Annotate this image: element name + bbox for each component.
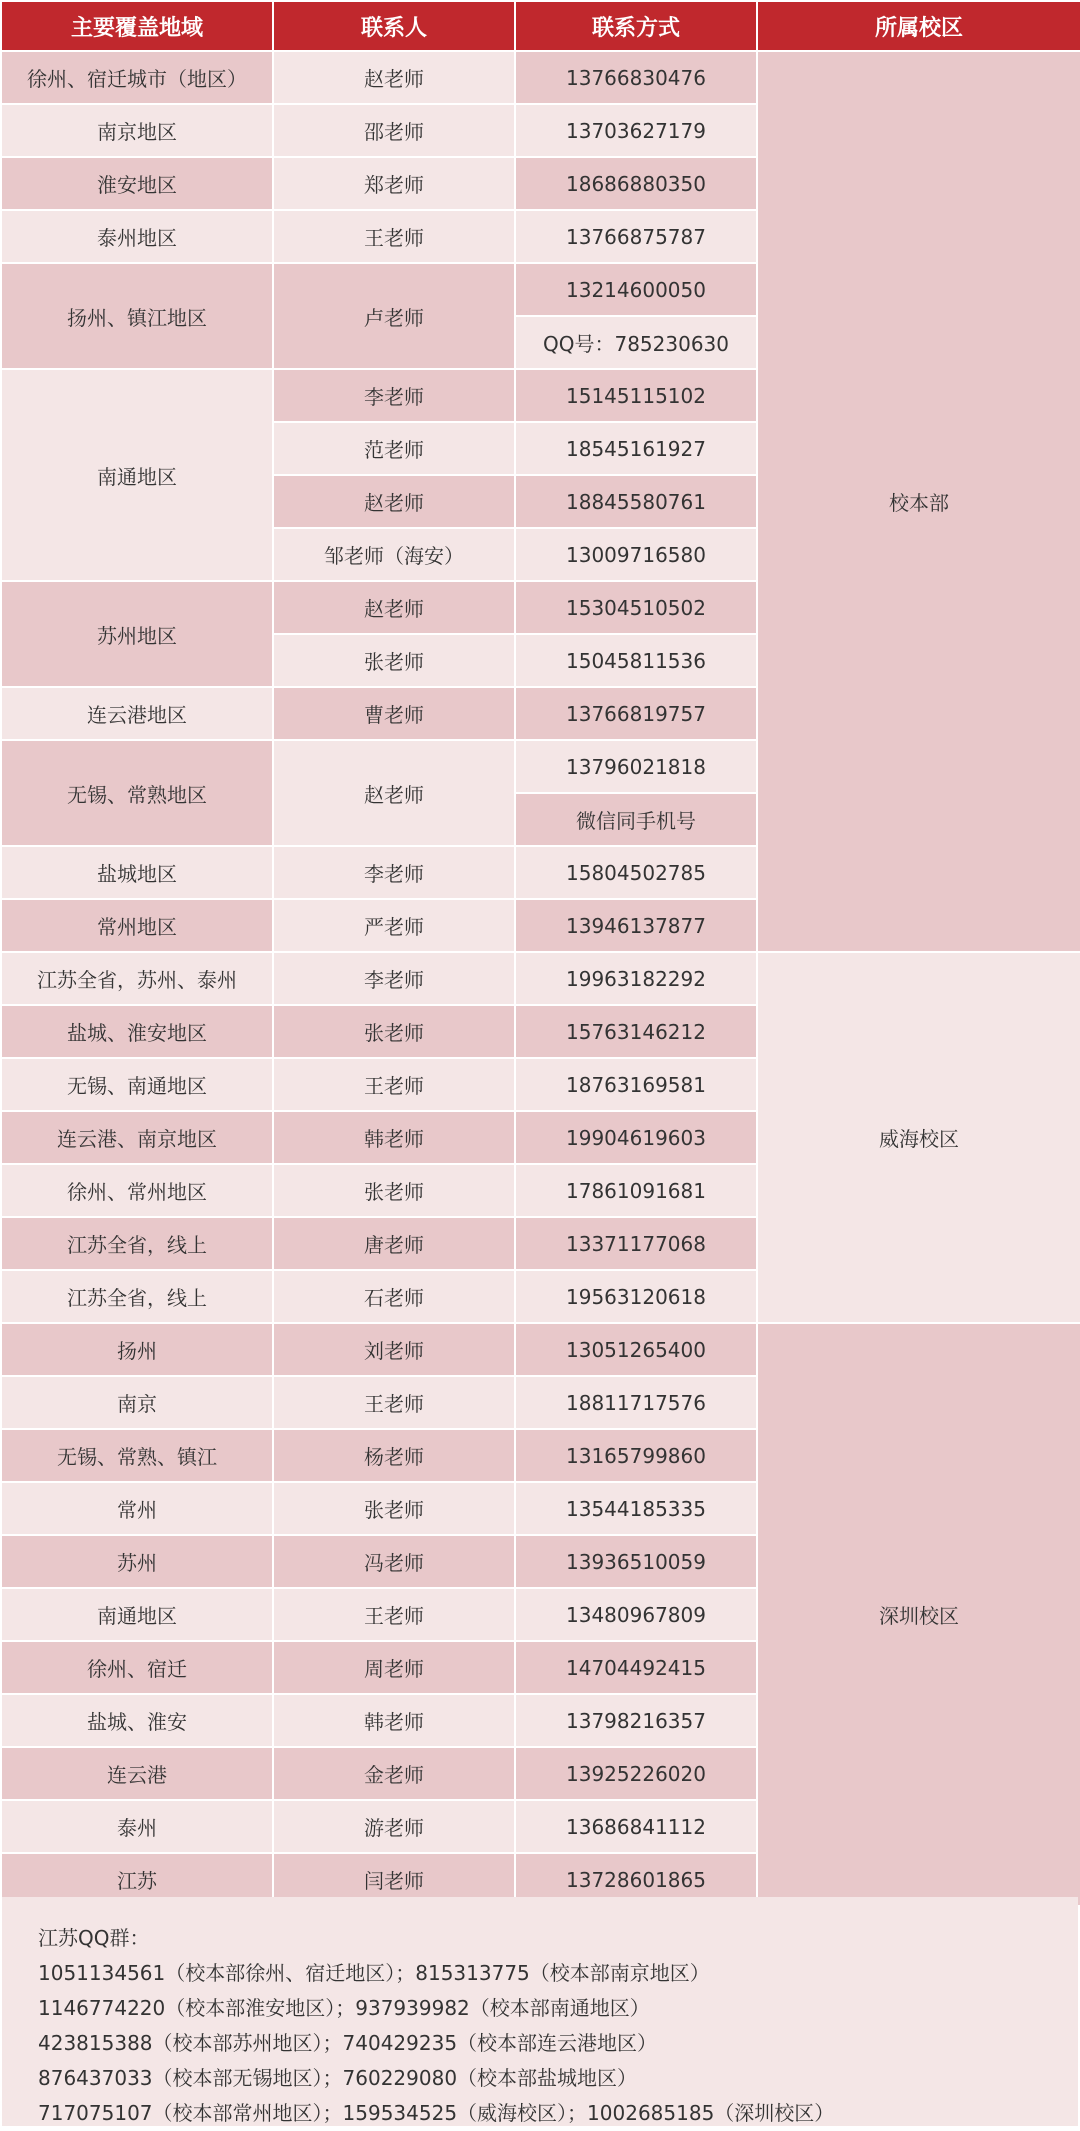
- region-cell: 无锡、常熟地区: [2, 741, 272, 845]
- phone-cell: 19563120618: [516, 1271, 756, 1322]
- contact-cell: 冯老师: [274, 1536, 514, 1587]
- phone-cell: 13371177068: [516, 1218, 756, 1269]
- region-cell: 盐城、淮安: [2, 1695, 272, 1746]
- campus-cell: 威海校区: [758, 953, 1080, 1322]
- contact-cell: 曹老师: [274, 688, 514, 739]
- region-cell: 盐城地区: [2, 847, 272, 898]
- notes-line: 876437033（校本部无锡地区）；760229080（校本部盐城地区）: [38, 2066, 638, 2090]
- contact-cell: 李老师: [274, 953, 514, 1004]
- phone-cell: 13165799860: [516, 1430, 756, 1481]
- qq-group-notes: [2, 1897, 1078, 2126]
- contact-cell: 韩老师: [274, 1695, 514, 1746]
- phone-cell: 13480967809: [516, 1589, 756, 1640]
- region-cell: 连云港: [2, 1748, 272, 1799]
- contact-cell: 李老师: [274, 847, 514, 898]
- region-cell: 南京: [2, 1377, 272, 1428]
- contact-cell: 李老师: [274, 370, 514, 421]
- region-cell: 南通地区: [2, 1589, 272, 1640]
- qq-cell: QQ号：785230630: [516, 317, 756, 368]
- phone-cell: 15045811536: [516, 635, 756, 686]
- phone-cell: 19963182292: [516, 953, 756, 1004]
- contact-cell: 邹老师（海安）: [274, 529, 514, 580]
- region-cell: 南通地区: [2, 370, 272, 580]
- contact-cell: 赵老师: [274, 582, 514, 633]
- table-row: [2, 1324, 1080, 1375]
- phone-cell: 13766875787: [516, 211, 756, 262]
- region-cell: 徐州、宿迁城市（地区）: [2, 52, 272, 103]
- phone-cell: 13936510059: [516, 1536, 756, 1587]
- phone-cell: 18763169581: [516, 1059, 756, 1110]
- phone-cell: 13766830476: [516, 52, 756, 103]
- header-contact: 联系人: [274, 2, 514, 50]
- contact-cell: 张老师: [274, 1006, 514, 1057]
- phone-cell: 13946137877: [516, 900, 756, 951]
- phone-cell: 13009716580: [516, 529, 756, 580]
- region-cell: 徐州、常州地区: [2, 1165, 272, 1216]
- contact-cell: 赵老师: [274, 52, 514, 103]
- phone-cell: 17861091681: [516, 1165, 756, 1216]
- contact-cell: 赵老师: [274, 476, 514, 527]
- contact-cell: 王老师: [274, 1589, 514, 1640]
- phone-cell: 13544185335: [516, 1483, 756, 1534]
- phone-cell: 15304510502: [516, 582, 756, 633]
- region-cell: 连云港地区: [2, 688, 272, 739]
- contact-cell: 卢老师: [274, 264, 514, 368]
- phone-cell: 13214600050: [516, 264, 756, 315]
- phone-cell: 18545161927: [516, 423, 756, 474]
- region-cell: 泰州: [2, 1801, 272, 1852]
- region-cell: 无锡、常熟、镇江: [2, 1430, 272, 1481]
- region-cell: 江苏全省，线上: [2, 1218, 272, 1269]
- contact-cell: 邵老师: [274, 105, 514, 156]
- contact-cell: 韩老师: [274, 1112, 514, 1163]
- campus-cell: 深圳校区: [758, 1324, 1080, 1905]
- region-cell: 连云港、南京地区: [2, 1112, 272, 1163]
- campus-cell: 校本部: [758, 52, 1080, 951]
- phone-cell: 13686841112: [516, 1801, 756, 1852]
- phone-cell: 14704492415: [516, 1642, 756, 1693]
- contact-cell: 周老师: [274, 1642, 514, 1693]
- notes-line: 1146774220（校本部淮安地区）；937939982（校本部南通地区）: [38, 1996, 650, 2020]
- contact-cell: 王老师: [274, 1377, 514, 1428]
- region-cell: 徐州、宿迁: [2, 1642, 272, 1693]
- notes-line: 1051134561（校本部徐州、宿迁地区）；815313775（校本部南京地区）: [38, 1961, 710, 1985]
- phone-cell: 13051265400: [516, 1324, 756, 1375]
- phone-cell: 13728601865: [516, 1854, 756, 1905]
- contact-cell: 杨老师: [274, 1430, 514, 1481]
- phone-cell: 18686880350: [516, 158, 756, 209]
- contact-cell: 严老师: [274, 900, 514, 951]
- region-cell: 江苏全省，线上: [2, 1271, 272, 1322]
- contact-cell: 张老师: [274, 1483, 514, 1534]
- phone-cell: 13766819757: [516, 688, 756, 739]
- region-cell: 江苏: [2, 1854, 272, 1905]
- table-row: [2, 52, 1080, 103]
- contact-cell: 闫老师: [274, 1854, 514, 1905]
- phone-cell: 15763146212: [516, 1006, 756, 1057]
- region-cell: 江苏全省，苏州、泰州: [2, 953, 272, 1004]
- phone-cell: 18845580761: [516, 476, 756, 527]
- phone-cell: 13798216357: [516, 1695, 756, 1746]
- wechat-cell: 微信同手机号: [516, 794, 756, 845]
- region-cell: 常州地区: [2, 900, 272, 951]
- contact-cell: 范老师: [274, 423, 514, 474]
- notes-line: 423815388（校本部苏州地区）；740429235（校本部连云港地区）: [38, 2031, 658, 2055]
- phone-cell: 13703627179: [516, 105, 756, 156]
- header-region: 主要覆盖地域: [2, 2, 272, 50]
- header-method: 联系方式: [516, 2, 756, 50]
- contact-cell: 张老师: [274, 635, 514, 686]
- phone-cell: 19904619603: [516, 1112, 756, 1163]
- region-cell: 无锡、南通地区: [2, 1059, 272, 1110]
- contact-cell: 刘老师: [274, 1324, 514, 1375]
- notes-line: 717075107（校本部常州地区）；159534525（威海校区）；1002685185（深圳校区）: [38, 2101, 835, 2125]
- header-row: [2, 2, 1080, 50]
- contact-cell: 石老师: [274, 1271, 514, 1322]
- contact-cell: 郑老师: [274, 158, 514, 209]
- region-cell: 扬州、镇江地区: [2, 264, 272, 368]
- contact-cell: 金老师: [274, 1748, 514, 1799]
- phone-cell: 15145115102: [516, 370, 756, 421]
- phone-cell: 13925226020: [516, 1748, 756, 1799]
- contact-cell: 唐老师: [274, 1218, 514, 1269]
- region-cell: 常州: [2, 1483, 272, 1534]
- phone-cell: 15804502785: [516, 847, 756, 898]
- contact-cell: 王老师: [274, 1059, 514, 1110]
- contact-cell: 张老师: [274, 1165, 514, 1216]
- region-cell: 扬州: [2, 1324, 272, 1375]
- region-cell: 淮安地区: [2, 158, 272, 209]
- phone-cell: 18811717576: [516, 1377, 756, 1428]
- notes-title: 江苏QQ群：: [38, 1926, 150, 1950]
- region-cell: 苏州: [2, 1536, 272, 1587]
- contact-cell: 王老师: [274, 211, 514, 262]
- region-cell: 南京地区: [2, 105, 272, 156]
- contact-cell: 赵老师: [274, 741, 514, 845]
- region-cell: 泰州地区: [2, 211, 272, 262]
- region-cell: 盐城、淮安地区: [2, 1006, 272, 1057]
- region-cell: 苏州地区: [2, 582, 272, 686]
- table-row: [2, 953, 1080, 1004]
- phone-cell: 13796021818: [516, 741, 756, 792]
- header-campus: 所属校区: [758, 2, 1080, 50]
- contact-cell: 游老师: [274, 1801, 514, 1852]
